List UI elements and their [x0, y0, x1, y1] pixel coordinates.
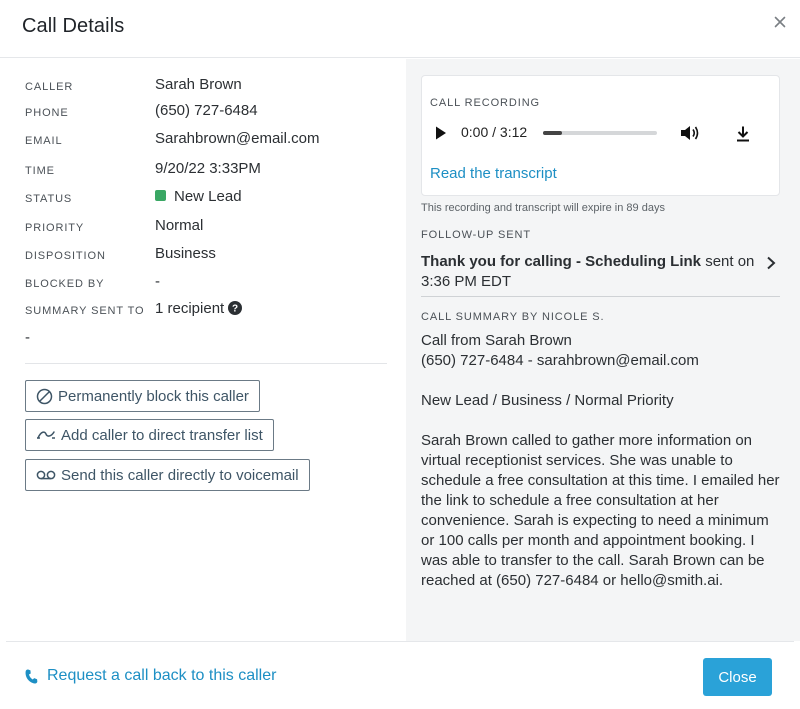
detail-label: TIME	[25, 165, 55, 177]
playback-progress-bar[interactable]	[543, 131, 657, 135]
call-recording-card	[421, 75, 780, 196]
read-transcript-link[interactable]: Read the transcript	[430, 165, 557, 182]
detail-value: (650) 727-6484	[155, 102, 258, 119]
request-callback-link[interactable]	[24, 667, 276, 685]
summary-line: (650) 727-6484 - sarahbrown@email.com	[421, 352, 699, 369]
progress-fill	[543, 131, 562, 135]
detail-value: 1 recipient	[155, 300, 225, 317]
svg-text:?: ?	[232, 303, 239, 315]
modal-header	[0, 0, 800, 58]
voicemail-label: Send this caller directly to voicemail	[61, 466, 299, 484]
detail-label: PRIORITY	[25, 222, 85, 234]
detail-label: PHONE	[25, 107, 69, 119]
expiration-note: This recording and transcript will expire in 89 days	[421, 202, 665, 214]
block-caller-button[interactable]	[25, 380, 260, 412]
close-icon[interactable]	[772, 14, 788, 30]
detail-row-time	[25, 160, 395, 180]
block-caller-label: Permanently block this caller	[58, 387, 249, 405]
detail-value: Sarah Brown	[155, 76, 242, 93]
detail-row-status	[25, 188, 395, 208]
detail-value: Sarahbrown@email.com	[155, 130, 320, 147]
call-info-panel	[0, 59, 406, 641]
detail-row-summary-sent-to	[25, 300, 395, 320]
volume-icon[interactable]	[680, 124, 700, 142]
transfer-list-button[interactable]	[25, 419, 274, 451]
footer-divider	[6, 641, 794, 642]
detail-row-caller	[25, 76, 395, 96]
detail-row-blocked-by	[25, 273, 395, 293]
close-button[interactable]: Close	[703, 658, 772, 696]
call-summary	[421, 331, 783, 591]
summary-body: Sarah Brown called to gather more information on virtual receptionist services. She was unable to schedule a free consultation at this time. I emailed her the link to schedule a free consultation at her convenience. Sarah is expecting to need a minimum or 100 calls per month and appointment booking. I was able to transfer to the call. Sarah Brown can be reached at (650) 727-6484 or hello@smith.ai.	[421, 432, 780, 589]
modal-title: Call Details	[22, 15, 125, 37]
followup-item[interactable]	[421, 252, 780, 292]
detail-row-phone	[25, 102, 395, 122]
help-icon[interactable]	[228, 301, 242, 315]
detail-row-priority	[25, 217, 395, 237]
summary-recipients	[155, 300, 242, 317]
transfer-list-label: Add caller to direct transfer list	[61, 426, 263, 444]
detail-value: 9/20/22 3:33PM	[155, 160, 261, 177]
recording-label: CALL RECORDING	[430, 97, 540, 109]
status-text: New Lead	[174, 188, 242, 205]
detail-value: Normal	[155, 217, 204, 234]
voicemail-icon	[36, 469, 56, 481]
detail-label: EMAIL	[25, 135, 63, 147]
detail-row-disposition	[25, 245, 395, 265]
transfer-icon	[36, 428, 56, 442]
summary-line: New Lead / Business / Normal Priority	[421, 392, 674, 409]
followup-sent-text: sent on	[701, 253, 755, 270]
play-icon[interactable]	[434, 125, 448, 141]
send-to-voicemail-button[interactable]	[25, 459, 310, 491]
recording-summary-panel	[406, 59, 800, 641]
divider	[421, 296, 780, 297]
summary-sent-extra: -	[25, 329, 30, 346]
summary-line: Call from Sarah Brown	[421, 332, 572, 349]
chevron-right-icon[interactable]	[766, 256, 776, 270]
detail-label: BLOCKED BY	[25, 278, 105, 290]
followup-name: Thank you for calling - Scheduling Link	[421, 253, 702, 270]
detail-label: STATUS	[25, 193, 73, 205]
detail-label: DISPOSITION	[25, 250, 106, 262]
download-icon[interactable]	[735, 125, 751, 142]
playback-time: 0:00 / 3:12	[461, 124, 528, 140]
status-badge	[155, 190, 166, 201]
divider	[25, 363, 387, 364]
block-icon	[36, 388, 53, 405]
detail-label: CALLER	[25, 81, 74, 93]
detail-row-email	[25, 130, 395, 150]
summary-label: CALL SUMMARY BY NICOLE S.	[421, 311, 605, 323]
followup-label: FOLLOW-UP SENT	[421, 229, 531, 241]
phone-icon	[24, 669, 39, 684]
detail-value: Business	[155, 245, 216, 262]
detail-value: -	[155, 273, 160, 290]
followup-time: 3:36 PM EDT	[421, 273, 512, 290]
request-callback-label: Request a call back to this caller	[47, 667, 277, 684]
status-value	[155, 188, 242, 205]
detail-label: SUMMARY SENT TO	[25, 305, 145, 317]
